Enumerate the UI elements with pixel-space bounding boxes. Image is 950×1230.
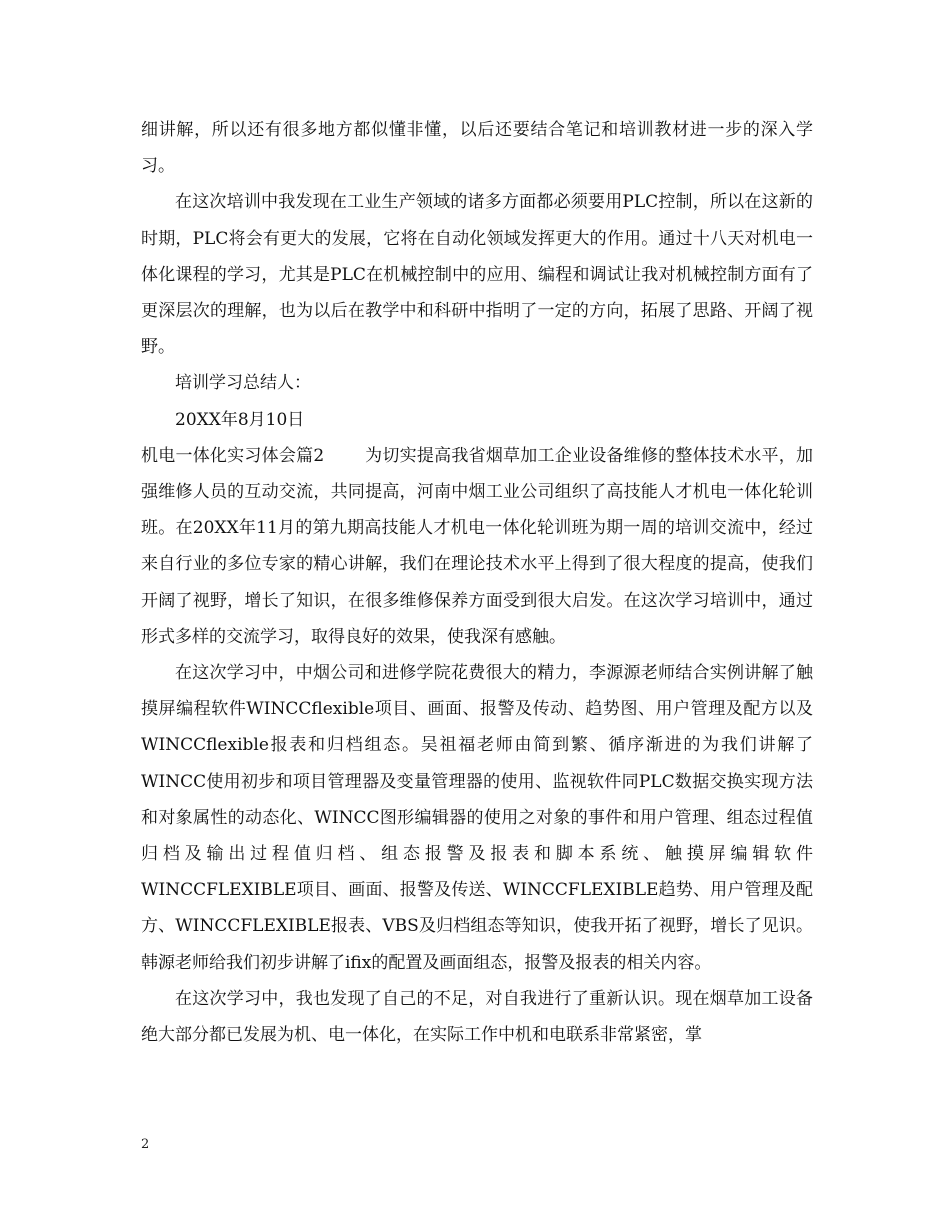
section-paragraph [141, 438, 813, 655]
page-number: 2 [141, 1137, 150, 1152]
paragraph-plc: 在这次培训中我发现在工业生产领域的诸多方面都必须要用PLC控制，所以在这新的时期，PLC将会有更大的发展，它将在自动化领域发挥更大的作用。通过十八天对机电一体化课程的学习，尤其是PLC在机械控制中的应用、编程和调试让我对机械控制方面有了更深层次的理解，也为以后在教学中和科研中指明了一定的方向，拓展了思路、开阔了视野。 [141, 192, 813, 358]
paragraph-self-reflection: 在这次学习中，我也发现了自己的不足，对自我进行了重新认识。现在烟草加工设备绝大部分都已发展为机、电一体化，在实际工作中机和电联系非常紧密，掌 [141, 988, 813, 1046]
section-intro: 为切实提高我省烟草加工企业设备维修的整体技术水平，加强维修人员的互动交流，共同提高，河南中烟工业公司组织了高技能人才机电一体化轮训班。在20XX年11月的第九期高技能人才机电一体化轮训班为期一周的培训交流中，经过来自行业的多位专家的精心讲解，我们在理论技术水平上得到了很大程度的提高，使我们开阔了视野，增长了知识，在很多维修保养方面受到很大启发。在这次学习培训中，通过形式多样的交流学习，取得良好的效果，使我深有感触。 [141, 445, 814, 647]
signature-label: 培训学习总结人： [175, 373, 311, 394]
document-body [141, 112, 813, 1053]
paragraph-training-content: 在这次学习中，中烟公司和进修学院花费很大的精力，李源源老师结合实例讲解了触摸屏编程软件WINCCflexible项目、画面、报警及传动、趋势图、用户管理及配方以及WINCCflexible报表和归档组态。吴祖福老师由简到繁、循序渐进的为我们讲解了WINCC使用初步和项目管理器及变量管理器的使用、监视软件同PLC数据交换实现方法和对象属性的动态化、WINCC图形编辑器的使用之对象的事件和用户管理、组态过程值归档及输出过程值归档、组态报警及报表和脚本系统、触摸屏编辑软件WINCCFLEXIBLE项目、画面、报警及传送、WINCCFLEXIBLE趋势、用户管理及配方、WINCCFLEXIBLE报表、VBS及归档组态等知识，使我开拓了视野，增长了见识。韩源老师给我们初步讲解了ifix的配置及画面组态，报警及报表的相关内容。 [141, 663, 813, 973]
section-title: 机电一体化实习体会篇2 [141, 445, 325, 466]
signature-date: 20XX年8月10日 [175, 409, 305, 430]
paragraph-continuation: 细讲解，所以还有很多地方都似懂非懂，以后还要结合笔记和培训教材进一步的深入学习。 [141, 120, 813, 177]
